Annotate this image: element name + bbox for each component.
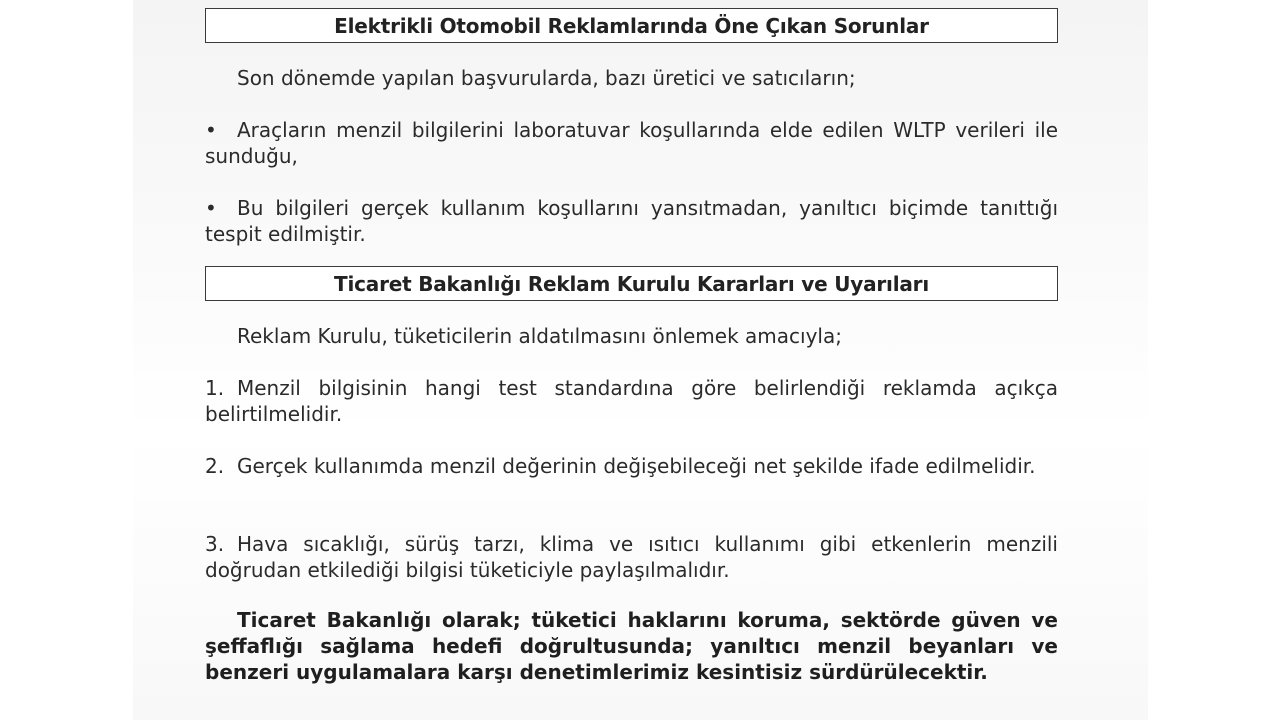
section2-heading [205, 266, 1058, 301]
bullet-text: Bu bilgileri gerçek kullanım koşullarını yansıtmadan, yanıltıcı biçimde tanıttığı tespit edilmiştir. [205, 196, 1058, 246]
list-text: Hava sıcaklığı, sürüş tarzı, klima ve ısıtıcı kullanımı gibi etkenlerin menzili doğrudan etkilediği bilgisi tüketiciyle paylaşılmalıdır. [205, 532, 1058, 582]
section2-item-2 [205, 453, 1058, 479]
bullet-marker: • [205, 118, 217, 142]
section1-heading-text: Elektrikli Otomobil Reklamlarında Öne Çıkan Sorunlar [334, 13, 929, 38]
section2-heading-text: Ticaret Bakanlığı Reklam Kurulu Kararları ve Uyarıları [334, 271, 929, 296]
section1-intro: Son dönemde yapılan başvurularda, bazı üretici ve satıcıların; [237, 66, 856, 90]
list-number: 2. [205, 454, 225, 478]
bullet-marker: • [205, 196, 217, 220]
list-number: 3. [205, 532, 225, 556]
list-number: 1. [205, 376, 225, 400]
section2-intro: Reklam Kurulu, tüketicilerin aldatılmasını önlemek amacıyla; [237, 324, 842, 348]
section2-item-1 [205, 375, 1058, 427]
bullet-text: Araçların menzil bilgilerini laboratuvar koşullarında elde edilen WLTP verileri ile sunduğu, [205, 118, 1058, 168]
list-text: Menzil bilgisinin hangi test standardına göre belirlendiği reklamda açıkça belirtilmelidir. [205, 376, 1058, 426]
section2-item-3 [205, 531, 1058, 583]
list-text: Gerçek kullanımda menzil değerinin değişebileceği net şekilde ifade edilmelidir. [237, 454, 1036, 478]
section1-bullet-2 [205, 195, 1058, 247]
closing-statement: Ticaret Bakanlığı olarak; tüketici haklarını koruma, sektörde güven ve şeffaflığı sağlama hedefi doğrultusunda; yanıltıcı menzil beyanları ve benzeri uygulamalara karşı denetimlerimiz kesintisiz sürdürülecektir. [205, 608, 1058, 684]
section1-bullet-1 [205, 117, 1058, 169]
section1-heading [205, 8, 1058, 43]
